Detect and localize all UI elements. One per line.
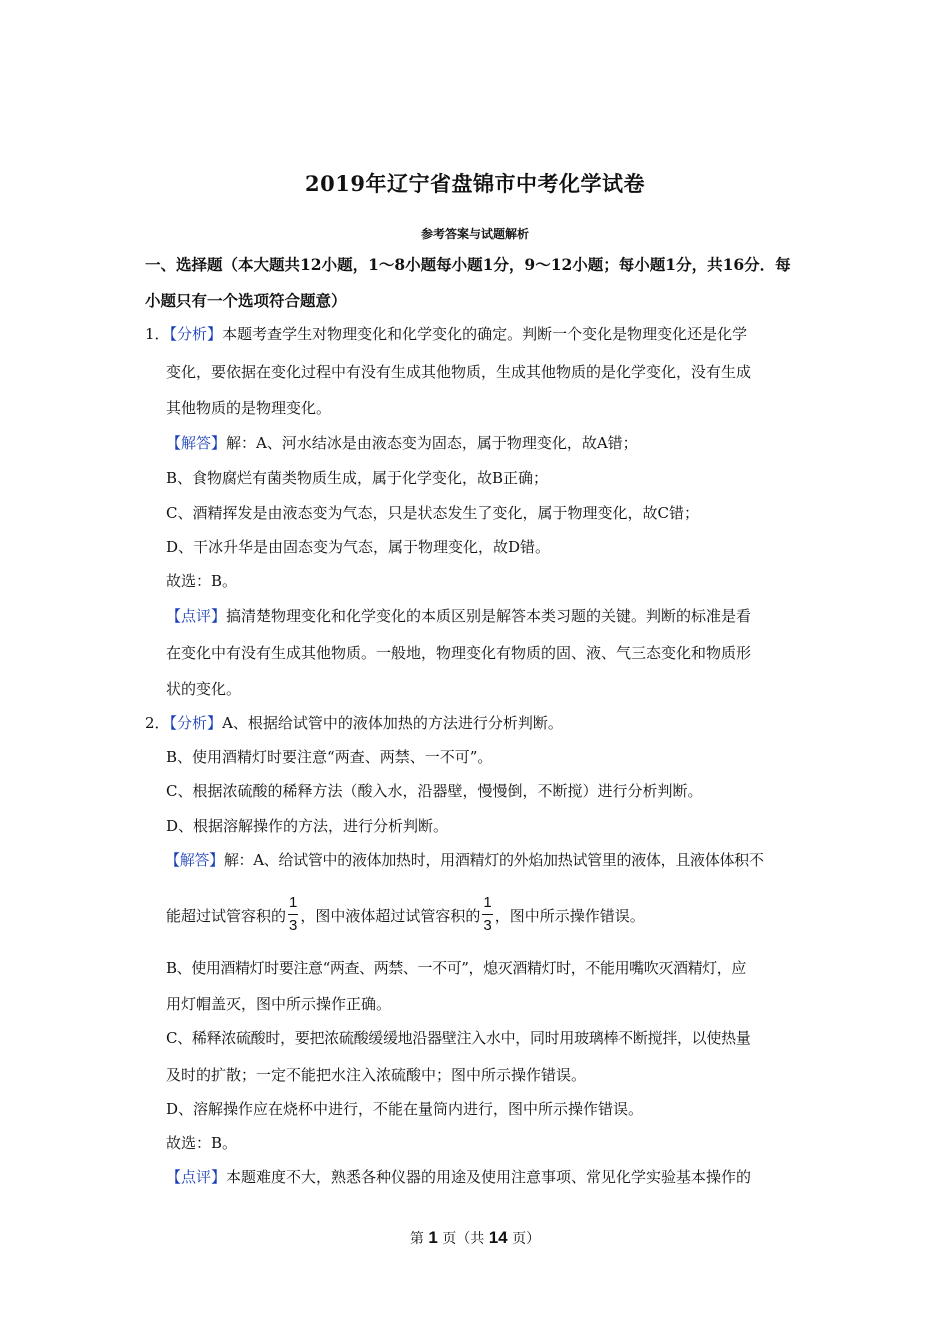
q2-comment-tag: 【点评】 [166,1168,227,1186]
footer-post: 页） [507,1231,541,1247]
page-footer [0,1228,950,1248]
q2-answer-text-a1: 解：A、给试管中的液体加热时，用酒精灯的外焰加热试管里的液体，且液体体积不 [223,851,764,869]
section-heading-line-2: 小题只有一个选项符合题意） [145,291,347,310]
fraction-one-third-2 [482,893,492,937]
q2-answer-text-a2-post: ，图中所示操作错误。 [494,907,645,925]
q1-answer-line-b: B、食物腐烂有菌类物质生成，属于化学变化，故B正确； [166,469,549,487]
page-subtitle: 参考答案与试题解析 [420,227,529,241]
footer-pre: 第 [409,1231,429,1247]
footer-page-number: 1 [428,1228,438,1247]
q2-answer-line-a2 [166,893,816,940]
fraction-one-third [288,893,298,937]
q2-analysis-line-b: B、使用酒精灯时要注意“两查、两禁、一不可”。 [166,748,493,766]
q1-answer-line-a [166,432,816,454]
section-heading-line-1: 一、选择题（本大题共12小题，1～8小题每小题1分，9～12小题；每小题1分，共16分．每 [145,255,791,274]
q1-answer-tag: 【解答】 [166,434,227,452]
q2-answer-text-a2-mid: ，图中液体超过试管容积的 [300,907,481,925]
q1-answer-line-c: C、酒精挥发是由液态变为气态，只是状态发生了变化，属于物理变化，故C错； [166,504,699,522]
q1-comment-tag: 【点评】 [166,607,227,625]
q2-answer-line-b1: B、使用酒精灯时要注意“两查、两禁、一不可”，熄灭酒精灯时，不能用嘴吹灭酒精灯，应 [166,959,746,977]
page-title: 2019年辽宁省盘锦市中考化学试卷 [305,171,645,196]
q2-answer-tag: 【解答】 [165,851,224,869]
q1-analysis-tag: 【分析】 [169,325,223,343]
fraction-numerator: 1 [288,893,298,915]
q1-analysis-line-3: 其他物质的是物理变化。 [166,399,332,417]
footer-mid: 页（共 [437,1231,489,1247]
q1-analysis-line-2: 变化，要依据在变化过程中有没有生成其他物质，生成其他物质的是化学变化，没有生成 [166,363,752,381]
q2-answer-line-c2: 及时的扩散；一定不能把水注入浓硫酸中；图中所示操作错误。 [166,1066,587,1084]
q1-analysis-line-1 [145,323,795,345]
q1-comment-text-1: 搞清楚物理变化和化学变化的本质区别是解答本类习题的关键。判断的标准是看 [226,607,752,625]
fraction-numerator-2: 1 [482,893,492,915]
q2-analysis-line-d: D、根据溶解操作的方法，进行分析判断。 [166,817,449,835]
q2-choice: 故选：B。 [166,1134,238,1152]
q2-answer-line-c1: C、稀释浓硫酸时，要把浓硫酸缓缓地沿器壁注入水中，同时用玻璃棒不断搅拌，以使热量 [166,1029,751,1047]
q2-analysis-tag: 【分析】 [169,714,223,732]
q1-comment-line-1 [166,605,816,627]
q1-number: 1． [145,325,170,343]
q2-comment-text-1: 本题难度不大，熟悉各种仪器的用途及使用注意事项、常见化学实验基本操作的 [226,1168,752,1186]
q1-analysis-text-1: 本题考查学生对物理变化和化学变化的确定。判断一个变化是物理变化还是化学 [222,325,748,343]
q1-comment-line-2: 在变化中有没有生成其他物质。一般地，物理变化有物质的固、液、气三态变化和物质形 [166,644,752,662]
q1-choice: 故选：B。 [166,572,238,590]
q2-answer-line-b2: 用灯帽盖灭，图中所示操作正确。 [166,995,392,1013]
q2-analysis-line-c: C、根据浓硫酸的稀释方法（酸入水，沿器壁，慢慢倒，不断搅）进行分析判断。 [166,782,703,800]
q2-number: 2． [145,714,170,732]
q2-answer-line-d: D、溶解操作应在烧杯中进行，不能在量筒内进行，图中所示操作错误。 [166,1100,644,1118]
fraction-denominator: 3 [289,916,298,934]
q2-answer-line-a1 [165,849,815,871]
q1-answer-text-a: 解：A、河水结冰是由液态变为固态，属于物理变化，故A错； [226,434,638,452]
q2-analysis-line-a [145,712,795,734]
q2-comment-line-1 [166,1166,816,1188]
q2-answer-text-a2-pre: 能超过试管容积的 [166,907,287,925]
q1-comment-line-3: 状的变化。 [166,680,242,698]
q1-answer-line-d: D、干冰升华是由固态变为气态，属于物理变化，故D错。 [166,538,551,556]
q2-analysis-text-a: A、根据给试管中的液体加热的方法进行分析判断。 [222,714,563,732]
footer-total-pages: 14 [488,1228,508,1247]
fraction-denominator-2: 3 [483,916,492,934]
